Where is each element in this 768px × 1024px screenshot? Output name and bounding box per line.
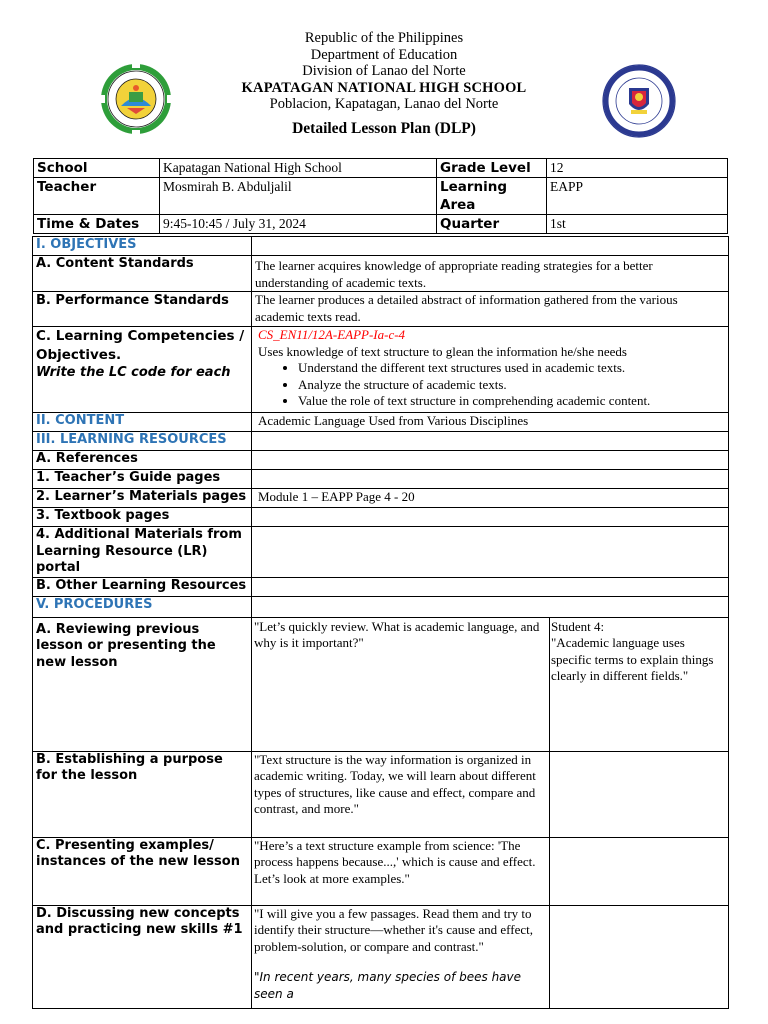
teachers-guide-empty-cell bbox=[252, 470, 729, 489]
procedures-heading: V. PROCEDURES bbox=[33, 596, 252, 617]
proc-d-passage: "In recent years, many species of bees have seen a bbox=[254, 970, 522, 1001]
lc-objective-item: • Analyze the structure of academic texts. bbox=[298, 377, 725, 394]
school-label: School bbox=[34, 159, 160, 178]
grade-level-value: 12 bbox=[547, 159, 728, 178]
learning-area-label: Learning Area bbox=[437, 178, 547, 215]
teacher-label: Teacher bbox=[34, 178, 160, 215]
deped-seal-logo-icon bbox=[602, 64, 676, 138]
proc-c-label: C. Presenting examples/ instances of the new lesson bbox=[33, 837, 252, 905]
school-name: KAPATAGAN NATIONAL HIGH SCHOOL bbox=[241, 79, 527, 96]
content-heading: II. CONTENT bbox=[33, 413, 252, 432]
lesson-info-table bbox=[33, 158, 728, 234]
teacher-value: Mosmirah B. Abduljalil bbox=[160, 178, 437, 215]
school-value: Kapatagan National High School bbox=[160, 159, 437, 178]
textbook-pages-empty-cell bbox=[252, 508, 729, 527]
content-value: Academic Language Used from Various Disciplines bbox=[252, 413, 729, 432]
school-seal-logo-icon bbox=[99, 62, 173, 136]
quarter-value: 1st bbox=[547, 215, 728, 234]
proc-d-label: D. Discussing new concepts and practicing new skills #1 bbox=[33, 905, 252, 1008]
proc-a-student-answer: "Academic language uses specific terms to explain things clearly in different fields." bbox=[551, 635, 714, 683]
school-address: Poblacion, Kapatagan, Lanao del Norte bbox=[269, 96, 499, 112]
header-line-division: Division of Lanao del Norte bbox=[302, 63, 466, 79]
lc-objective-item: • Value the role of text structure in comprehending academic content. bbox=[298, 393, 725, 410]
proc-b-label: B. Establishing a purpose for the lesson bbox=[33, 751, 252, 837]
lc-objectives-list bbox=[258, 360, 725, 410]
learning-resources-heading: III. LEARNING RESOURCES bbox=[33, 432, 252, 451]
time-dates-label: Time & Dates bbox=[34, 215, 160, 234]
learners-materials-label: 2. Learner’s Materials pages bbox=[33, 489, 252, 508]
other-resources-empty-cell bbox=[252, 577, 729, 596]
proc-d-text-cell bbox=[252, 905, 550, 1008]
other-resources-label: B. Other Learning Resources bbox=[33, 577, 252, 596]
learning-competencies-label: C. Learning Competencies / Objectives. bbox=[36, 328, 245, 363]
proc-b-empty-cell bbox=[550, 751, 729, 837]
header-line-republic: Republic of the Philippines bbox=[304, 30, 464, 46]
lc-objective-item: • Understand the different text structures used in academic texts. bbox=[298, 360, 725, 377]
objectives-empty-cell bbox=[252, 237, 729, 256]
procedures-empty-cell bbox=[252, 596, 729, 617]
learners-materials-value: Module 1 – EAPP Page 4 - 20 bbox=[252, 489, 729, 508]
proc-a-label: A. Reviewing previous lesson or presenting the new lesson bbox=[33, 617, 252, 751]
learning-resources-empty-cell bbox=[252, 432, 729, 451]
learning-competencies-cell bbox=[33, 327, 252, 413]
references-label: A. References bbox=[33, 451, 252, 470]
proc-d-text: "I will give you a few passages. Read them and try to identify their structure—whether it's cause and effect, problem-solution, or compare and contrast." bbox=[254, 905, 533, 954]
proc-c-empty-cell bbox=[550, 837, 729, 905]
performance-standards-label: B. Performance Standards bbox=[33, 292, 252, 327]
teachers-guide-label: 1. Teacher’s Guide pages bbox=[33, 470, 252, 489]
additional-materials-empty-cell bbox=[252, 527, 729, 578]
time-dates-value: 9:45-10:45 / July 31, 2024 bbox=[160, 215, 437, 234]
grade-level-label: Grade Level bbox=[437, 159, 547, 178]
objectives-heading: I. OBJECTIVES bbox=[33, 237, 252, 256]
quarter-label: Quarter bbox=[437, 215, 547, 234]
proc-b-text: "Text structure is the way information is organized in academic writing. Today, we will learn about different types of structures, like cause and effect, compare and contrast, and more." bbox=[252, 751, 550, 837]
references-empty-cell bbox=[252, 451, 729, 470]
learning-competencies-value bbox=[252, 327, 729, 413]
learning-area-value: EAPP bbox=[547, 178, 728, 215]
proc-a-text: "Let’s quickly review. What is academic language, and why is it important?" bbox=[252, 617, 550, 751]
lc-code-note: Write the LC code for each bbox=[36, 365, 231, 380]
lesson-plan-table bbox=[32, 236, 729, 1009]
proc-a-student-label: Student 4: bbox=[551, 618, 605, 634]
additional-materials-label: 4. Additional Materials from Learning Resource (LR) portal bbox=[33, 527, 252, 578]
textbook-pages-label: 3. Textbook pages bbox=[33, 508, 252, 527]
proc-d-empty-cell bbox=[550, 905, 729, 1008]
document-title: Detailed Lesson Plan (DLP) bbox=[292, 119, 476, 137]
lc-code: CS_EN11/12A-EAPP-Ia-c-4 bbox=[258, 327, 406, 342]
header-line-deped: Department of Education bbox=[310, 46, 458, 63]
performance-standards-value: The learner produces a detailed abstract of information gathered from the various academic texts read. bbox=[252, 292, 729, 327]
content-standards-label: A. Content Standards bbox=[33, 256, 252, 292]
proc-c-text: "Here’s a text structure example from science: 'The process happens because...,' which is cause and effect. Let’s look at more examples." bbox=[252, 837, 550, 905]
content-standards-value: The learner acquires knowledge of appropriate reading strategies for a better understanding of academic texts. bbox=[252, 256, 729, 292]
proc-a-student-response bbox=[550, 617, 729, 751]
lc-text: Uses knowledge of text structure to glean the information he/she needs bbox=[258, 343, 627, 359]
